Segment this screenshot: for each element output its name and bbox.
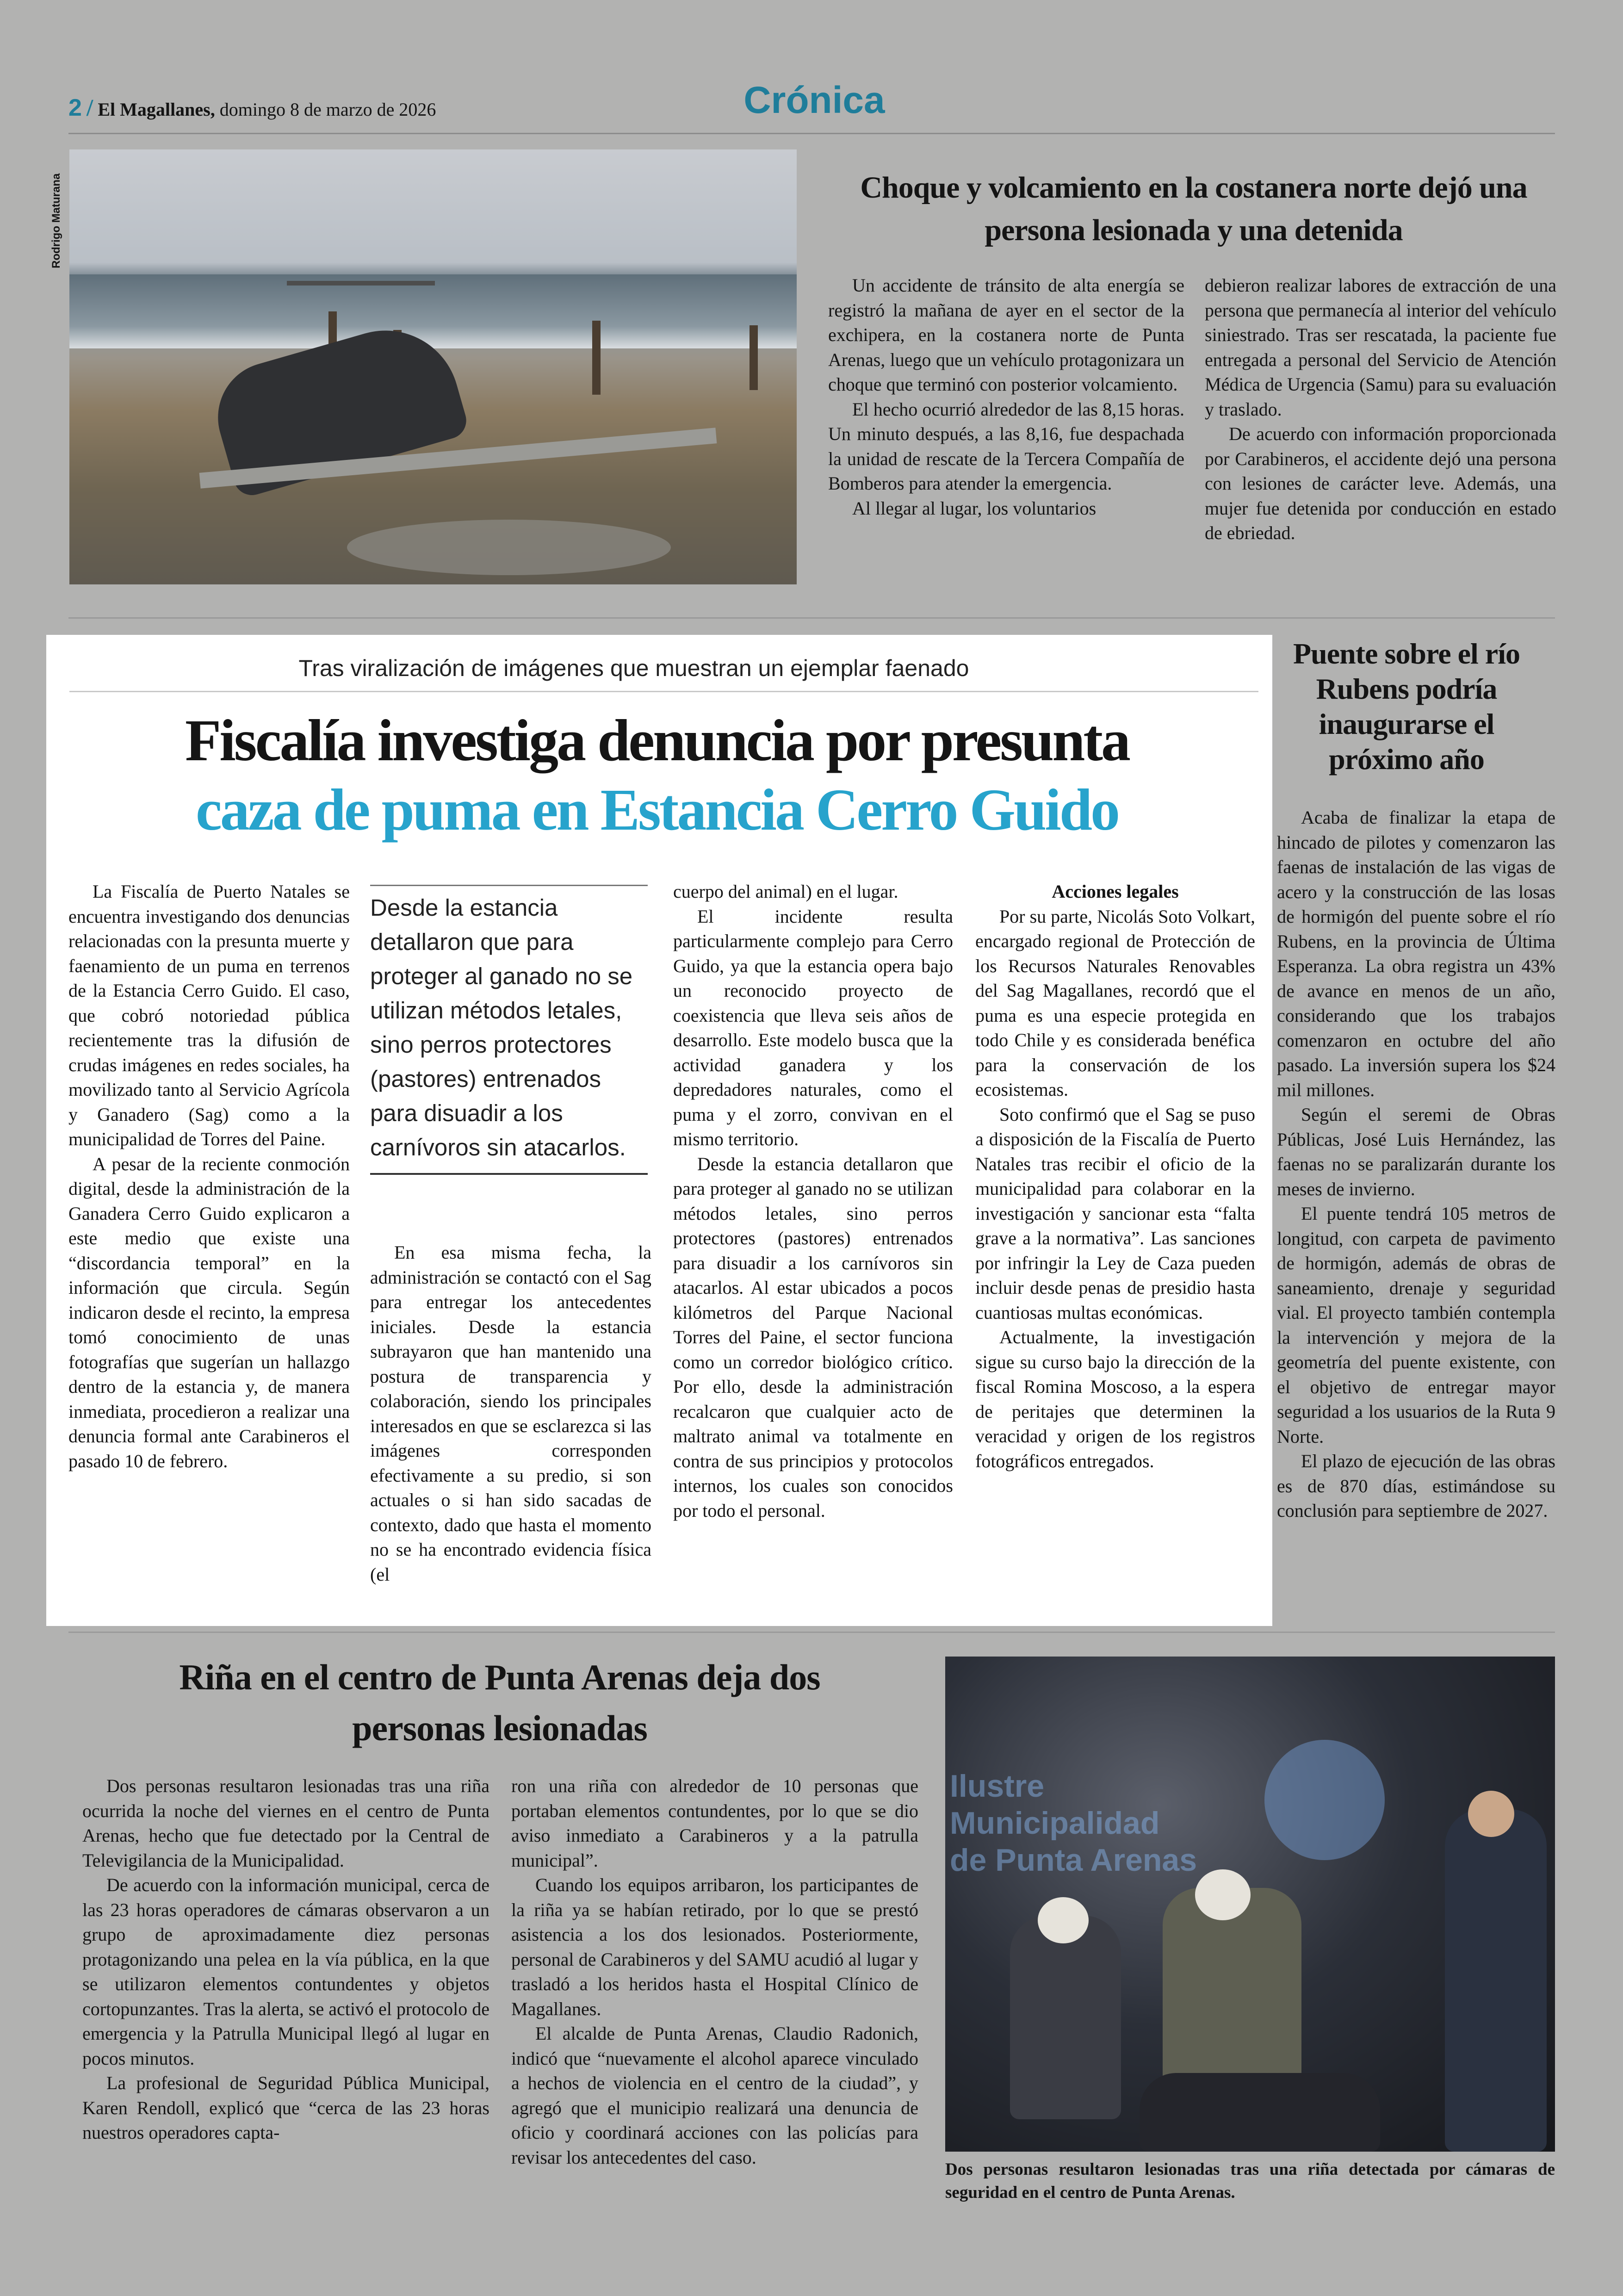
paragraph: Dos personas resultaron lesionadas tras una riña ocurrida la noche del viernes en el centro de Punta Arenas, hecho que fue detectado por la Central de Televigilancia de la Municipalidad. [82, 1775, 489, 1871]
paragraph: Según el seremi de Obras Públicas, José Luis Hernández, las faenas no se paralizarán durante los meses de invierno. [1277, 1104, 1555, 1199]
paragraph: El puente tendrá 105 metros de longitud, con carpeta de pavimento de hormigón, además de obras de saneamiento, drenaje y seguridad vial. El proyecto también contempla la intervención y mejora de la geometría del puente existente, con el objetivo de entregar mayor seguridad a los usuarios de la Ruta 9 Norte. [1277, 1203, 1555, 1447]
emergency-scene-photo [945, 1657, 1555, 2152]
article2-column-2 [370, 1240, 651, 1587]
paragraph: De acuerdo con la información municipal, cerca de las 23 horas operadores de cámaras observaron a un grupo de aproximadamente diez personas protagonizando una pelea en la vía pública, en la que se utilizaron elementos contundentes y objetos cortopunzantes. Tras la alerta, se activó el protocolo de emergencia y la Patrulla Municipal llegó al lugar en pocos minutos. [82, 1874, 489, 2069]
article3-column-1 [82, 1774, 489, 2145]
article2-kicker: Tras viralización de imágenes que muestran un ejemplar faenado [298, 655, 969, 681]
crashed-car-photo [69, 149, 797, 584]
article1-column-1 [828, 273, 1184, 521]
paragraph: En esa misma fecha, la administración se contactó con el Sag para entregar los antecedentes iniciales. Desde la estancia subrayaron que han mantenido una postura de transparencia y colaboración, siendo los principales interesados en que se esclarezca si las imágenes corresponden efectivamente a su predio, si son actuales o si han sido sacadas de contexto, dado que hasta el momento no se ha encontrado evidencia física (el [370, 1242, 651, 1585]
paragraph: Soto confirmó que el Sag se puso a disposición de la Fiscalía de Puerto Natales tras recibir el oficio de la municipalidad para colaborar en la investigación y sancionar esta “falta grave a la normativa”. Las sanciones por infringir la Ley de Caza pueden incluir desde penas de presidio hasta cuantiosas multas económicas. [975, 1104, 1255, 1323]
article1-headline: Choque y volcamiento en la costanera norte dejó una persona lesionada y una detenida [860, 171, 1527, 247]
page-folio [68, 94, 436, 122]
section-divider [68, 617, 1555, 619]
paragraph: La profesional de Seguridad Pública Municipal, Karen Rendoll, explicó que “cerca de las 23 horas nuestros operadores capta- [82, 2073, 489, 2143]
page-number: 2 [68, 94, 82, 121]
paragraph: cuerpo del animal) en el lugar. [673, 881, 898, 902]
article3-headline: Riña en el centro de Punta Arenas deja dos personas lesionadas [179, 1657, 820, 1748]
paragraph: Por su parte, Nicolás Soto Volkart, encargado regional de Protección de los Recursos Naturales Renovables del Sag Magallanes, recordó que el puma es una especie protegida en todo Chile y es considerada benéfica para la conservación de los ecosistemas. [975, 906, 1255, 1100]
paragraph: El plazo de ejecución de las obras es de 870 días, estimándose su conclusión para septiembre de 2027. [1277, 1451, 1555, 1521]
paragraph: La Fiscalía de Puerto Natales se encuentra investigando dos denuncias relacionadas con la presunta muerte y faenamiento de un puma en terrenos de la Estancia Cerro Guido. El caso, que cobró notoriedad pública recientemente tras la difusión de crudas imágenes en redes sociales, ha movilizado tanto al Servicio Agrícola y Ganadero (Sag) como a la municipalidad de Torres del Paine. [68, 881, 350, 1149]
paragraph: Acaba de finalizar la etapa de hincado de pilotes y comenzaron las faenas de instalación de las vigas de acero y la construcción de las losas de hormigón del puente sobre el río Rubens, en la provincia de Última Esperanza. La obra registra un 43% de avance en menos de un año, considerando que los trabajos comenzaron en octubre del año pasado. La inversión supera los $24 mil millones. [1277, 807, 1555, 1100]
paragraph: Un accidente de tránsito de alta energía se registró la mañana de ayer en el sector de la exchipera, en la costanera norte de Punta Arenas, luego que un vehículo protagonizara un choque que terminó con posterior volcamiento. [828, 275, 1184, 395]
kicker-rule [69, 691, 1258, 692]
paragraph: Al llegar al lugar, los voluntarios [852, 497, 1096, 519]
issue-date: domingo 8 de marzo de 2026 [219, 99, 436, 120]
paragraph: El alcalde de Punta Arenas, Claudio Radonich, indicó que “nuevamente el alcohol aparece vinculado a hechos de violencia en el centro de la ciudad”, y agregó que el municipio realizará una denuncia de oficio y coordinará acciones con las policías para revisar los antecedentes del caso. [511, 2023, 918, 2168]
paragraph: debieron realizar labores de extracción de una persona que permanecía al interior del vehículo siniestrado. Tras ser rescatada, la paciente fue entregada a personal del Servicio de Atención Médica de Urgencia (Samu) para su evaluación y traslado. [1205, 275, 1556, 420]
section-title: Crónica [743, 79, 885, 121]
paragraph: Cuando los equipos arribaron, los participantes de la riña ya se habían retirado, por lo que se prestó asistencia a los dos lesionados. Posteriormente, personal de Carabineros y del SAMU acudió al lugar y trasladó a los heridos hasta el Hospital Clínico de Magallanes. [511, 1874, 918, 2019]
article1-column-2 [1205, 273, 1556, 546]
article3-column-2 [511, 1774, 918, 2170]
sidebar-headline: Puente sobre el río Rubens podría inaugurarse el próximo año [1293, 637, 1520, 776]
section-divider [68, 1632, 1555, 1633]
subhead-acciones-legales: Acciones legales [1052, 881, 1179, 902]
sidebar-text [1277, 805, 1555, 1523]
pull-quote: Desde la estancia detallaron que para proteger al ganado no se utilizan métodos letales, sino perros protectores (pastores) entrenados para disuadir a los carnívoros sin atacarlos. [370, 885, 648, 1175]
article2-column-1 [68, 879, 350, 1473]
paragraph: De acuerdo con información proporcionada por Carabineros, el accidente dejó una persona con lesiones de carácter leve. Además, una mujer fue detenida por conducción en estado de ebriedad. [1205, 423, 1556, 543]
header-rule [68, 133, 1555, 134]
article2-column-4 [975, 879, 1255, 1473]
paragraph: A pesar de la reciente conmoción digital, desde la administración de la Ganadera Cerro Guido explicaron a este medio que existe una “discordancia temporal” en la información que circula. Según indicaron desde el recinto, la empresa tomó conocimiento de unas fotografías que sugerían un hallazgo dentro de la estancia y, de manera inmediata, procedieron a realizar una denuncia formal ante Carabineros el pasado 10 de febrero. [68, 1153, 350, 1471]
paragraph: El hecho ocurrió alrededor de las 8,15 horas. Un minuto después, a las 8,16, fue despachada la unidad de rescate de la Tercera Compañía de Bomberos para atender la emergencia. [828, 398, 1184, 494]
paragraph: El incidente resulta particularmente complejo para Cerro Guido, ya que la estancia opera bajo un reconocido proyecto de coexistencia que lleva seis años de desarrollo. Este modelo busca que la actividad ganadera y los depredadores naturales, como el puma y el zorro, convivan en el mismo territorio. [673, 906, 953, 1149]
paragraph: Actualmente, la investigación sigue su curso bajo la dirección de la fiscal Romina Moscoso, a la espera de peritajes que determinen la veracidad y origen de los registros fotográficos entregados. [975, 1327, 1255, 1471]
article2-headline-line1: Fiscalía investiga denuncia por presunta [185, 707, 1129, 773]
article2-headline-line2: caza de puma en Estancia Cerro Guido [195, 777, 1119, 843]
paragraph: ron una riña con alrededor de 10 personas que portaban elementos contundentes, por lo que se dio aviso inmediato a Carabineros y a la patrulla municipal”. [511, 1775, 918, 1871]
photo-municipal-sign: Ilustre Municipalidad de Punta Arenas [950, 1769, 1197, 1878]
article2-column-3 [673, 879, 953, 1523]
photo-caption: Dos personas resultaron lesionadas tras una riña detectada por cámaras de seguridad en el centro de Punta Arenas. [945, 2160, 1555, 2202]
paragraph: Desde la estancia detallaron que para proteger al ganado no se utilizan métodos letales, sino perros protectores (pastores) entrenados para disuadir a los carnívoros sin atacarlos. Al estar ubicados a pocos kilómetros del Parque Nacional Torres del Paine, el sector funciona como un corredor biológico crítico. Por ello, desde la administración recalcaron que cualquier acto de maltrato animal va totalmente en contra de sus principios y protocolos internos, los cuales son conocidos por todo el personal. [673, 1153, 953, 1521]
newspaper-name: El Magallanes, [98, 99, 215, 120]
photo-credit: Rodrigo Maturana [50, 173, 62, 268]
folio-separator: / [86, 95, 93, 121]
